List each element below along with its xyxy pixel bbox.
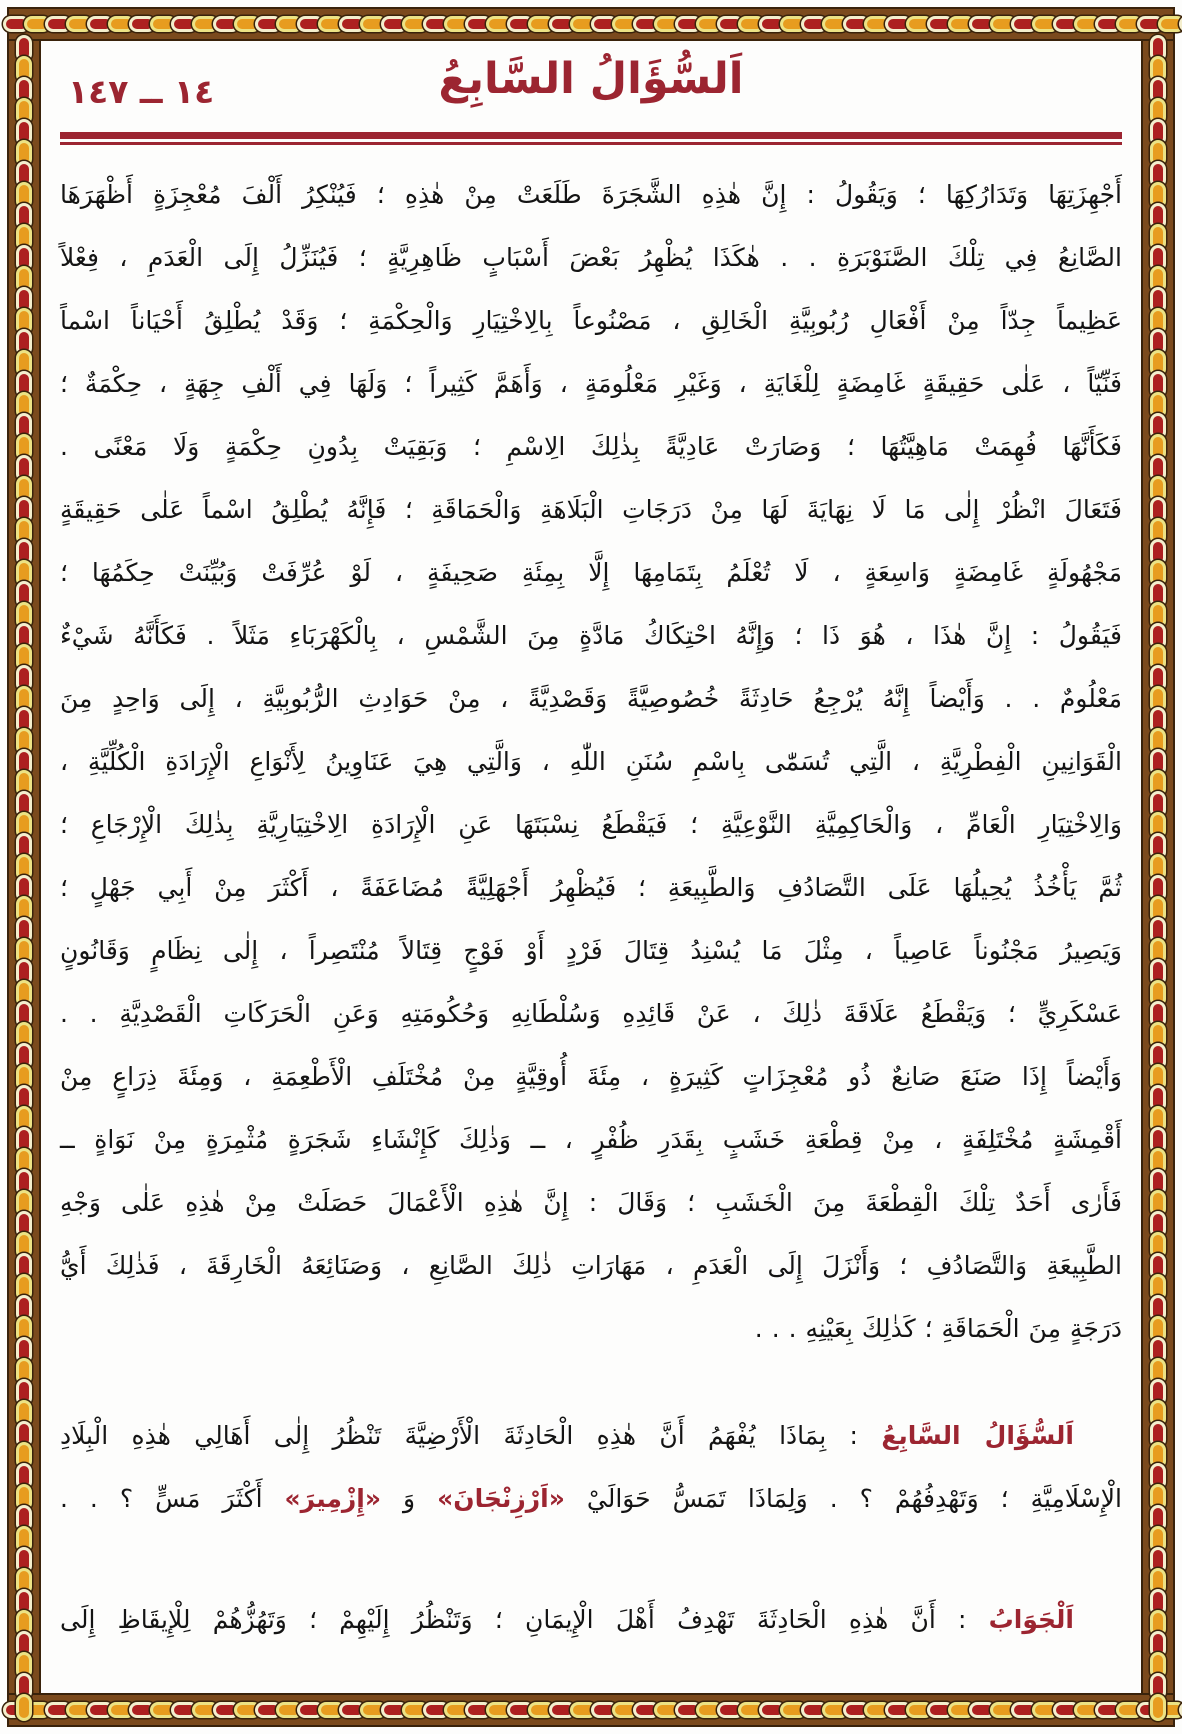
decorative-border-top <box>7 7 1175 41</box>
text-run: فَأَرٰى أَحَدٌ تِلْكَ الْقِطْعَةَ مِنَ الْخَشَبِ ؛ وَقَالَ : إِنَّ هٰذِهِ الْأَعْمَالَ حَصَلَتْ مِنْ هٰذِهِ عَلٰى وَجْهِ <box>60 1188 1122 1217</box>
page-header <box>60 48 1122 132</box>
text-line <box>60 856 1122 919</box>
text-line <box>60 793 1122 856</box>
text-run: الصَّانِعُ فِي تِلْكَ الصَّنَوْبَرَةِ . . هٰكَذَا يُظْهِرُ بَعْضَ أَسْبَابٍ ظَاهِرِيَّةٍ ؛ فَيُنَزِّلُ إِلَى الْعَدَمِ ، فِعْلاً <box>60 243 1122 272</box>
divider-thin-rule <box>60 142 1122 145</box>
text-run: عَسْكَرِيٍّ ؛ وَيَقْطَعُ عَلَاقَةَ ذٰلِكَ ، عَنْ قَائِدِهِ وَسُلْطَانِهِ وَحُكُومَتِهِ وَعَنِ الْحَرَكَاتِ الْقَصْدِيَّةِ . . <box>60 999 1122 1028</box>
paragraph <box>60 1045 1122 1360</box>
paragraph <box>60 163 1122 478</box>
header-divider <box>60 132 1122 145</box>
text-line <box>60 1108 1122 1171</box>
text-run: ثُمَّ يَأْخُذُ يُحِيلُهَا عَلَى التَّصَادُفِ وَالطَّبِيعَةِ ؛ فَيُظْهِرُ أَجْهَلِيَّةً مُضَاعَفَةً ، أَكْثَرَ مِنْ أَبِي جَهْلٍ ؛ <box>60 873 1122 902</box>
paragraph <box>60 1588 1122 1651</box>
red-emphasis: اَلْجَوَابُ <box>988 1605 1074 1634</box>
text-line <box>60 163 1122 226</box>
text-run: فَنِّيّاً ، عَلٰى حَقِيقَةٍ غَامِضَةٍ لِلْغَايَةِ ، وَغَيْرِ مَعْلُومَةٍ ، وَأَهَمَّ كَثِيراً ؛ وَلَهَا فِي أَلْفِ جِهَةٍ ، حِكْمَةٌ ؛ <box>60 369 1122 398</box>
body-text <box>60 163 1122 1651</box>
text-run: : بِمَاذَا يُفْهَمُ أَنَّ هٰذِهِ الْحَادِثَةَ الْأَرْضِيَّةَ تَنْظُرُ إِلٰى أَهَالِي هٰذِهِ الْبِلَادِ <box>60 1421 882 1450</box>
text-line <box>60 226 1122 289</box>
text-run: مَعْلُومٌ . . وَأَيْضاً إِنَّهُ يُرْجِعُ حَادِثَةً خُصُوصِيَّةً وَقَصْدِيَّةً ، مِنْ حَوَادِثِ الرُّبُوبِيَّةِ ، إِلَى وَاحِدٍ مِنَ <box>60 684 1122 713</box>
text-run: الْقَوَانِينِ الْفِطْرِيَّةِ ، الَّتِي تُسَمّٰى بِاسْمِ سُنَنِ اللّٰهِ ، وَالَّتِي هِيَ عَنَاوِينُ لِأَنْوَاعِ الْإِرَادَةِ الْكُلِّيَّةِ ، <box>60 747 1122 776</box>
text-line <box>60 730 1122 793</box>
red-emphasis: «اَرْزِنْجَانَ» <box>437 1484 565 1513</box>
text-run: الطَّبِيعَةِ وَالتَّصَادُفِ ؛ وَأَنْزَلَ إِلَى الْعَدَمِ ، مَهَارَاتِ ذٰلِكَ الصَّانِعِ ، وَصَنَائِعَهُ الْخَارِقَةَ ، فَذٰلِكَ أَيُّ <box>60 1251 1122 1280</box>
text-line <box>60 1171 1122 1234</box>
page-number: ١٤ ــ ١٤٧ <box>68 72 215 111</box>
text-run: فَيَقُولُ : إِنَّ هٰذَا ، هُوَ ذَا ؛ وَإِنَّهُ احْتِكَاكُ مَادَّةٍ مِنَ الشَّمْسِ ، بِالْكَهْرَبَاءِ مَثَلاً . فَكَأَنَّهُ شَيْءٌ <box>60 621 1122 650</box>
text-line <box>60 667 1122 730</box>
text-line <box>60 415 1122 478</box>
text-line <box>60 1588 1122 1651</box>
decorative-border-left <box>7 39 41 1695</box>
text-line <box>60 541 1122 604</box>
text-run: وَ <box>381 1484 438 1513</box>
text-run: الْإِسْلَامِيَّةِ ؛ وَتَهْدِفُهُمْ ؟ . وَلِمَاذَا تَمَسُّ حَوَالَيْ <box>564 1484 1122 1513</box>
text-line <box>60 1234 1122 1297</box>
text-line <box>60 604 1122 667</box>
text-line <box>60 1045 1122 1108</box>
text-run: وَأَيْضاً إِذَا صَنَعَ صَانِعٌ ذُو مُعْجِزَاتٍ كَثِيرَةٍ ، مِئَةَ أُوقِيَّةٍ مِنْ مُخْتَلَفِ الْأَطْعِمَةِ ، وَمِئَةَ ذِرَاعٍ مِنْ <box>60 1062 1122 1091</box>
text-line <box>60 1467 1122 1530</box>
text-run: فَكَأَنَّهَا فُهِمَتْ مَاهِيَّتُهَا ؛ وَصَارَتْ عَادِيَّةً بِذٰلِكَ الِاسْمِ ؛ وَبَقِيَتْ بِدُونِ حِكْمَةٍ وَلَا مَعْنًى . <box>60 432 1122 461</box>
text-run: دَرَجَةٍ مِنَ الْحَمَاقَةِ ؛ كَذٰلِكَ بِعَيْنِهِ . . . <box>754 1314 1122 1343</box>
text-run: فَتَعَالَ انْظُرْ إِلٰى مَا لَا نِهَايَةَ لَهَا مِنْ دَرَجَاتِ الْبَلَاهَةِ وَالْحَمَاقَةِ ؛ فَإِنَّهُ يُطْلِقُ اسْماً عَلٰى حَقِيقَةٍ <box>60 495 1122 524</box>
text-run: وَالِاخْتِيَارِ الْعَامِّ ، وَالْحَاكِمِيَّةِ النَّوْعِيَّةِ ؛ فَيَقْطَعُ نِسْبَتَهَا عَنِ الْإِرَادَةِ الِاخْتِيَارِيَّةِ بِذٰلِكَ الْإِرْجَاعِ ؛ <box>60 810 1122 839</box>
text-run: عَظِيماً جِدّاً مِنْ أَفْعَالِ رُبُوبِيَّةِ الْخَالِقِ ، مَصْنُوعاً بِالِاخْتِيَارِ وَالْحِكْمَةِ ؛ وَقَدْ يُطْلِقُ أَحْيَاناً اسْماً <box>60 306 1122 335</box>
paragraph <box>60 1404 1122 1530</box>
red-emphasis: اَلسُّؤَالُ السَّابِعُ <box>881 1421 1074 1450</box>
red-emphasis: «إِزْمِيرَ» <box>284 1484 382 1513</box>
page-title: اَلسُّؤَالُ السَّابِعُ <box>438 54 744 104</box>
text-run: وَيَصِيرُ مَجْنُوناً عَاصِياً ، مِثْلَ مَا يُسْنِدُ قِتَالَ فَرْدٍ أَوْ فَوْجٍ قِتَالاً مُنْتَصِراً ، إِلٰى نِظَامٍ وَقَانُونٍ <box>60 936 1122 965</box>
text-run: أَكْثَرَ مَسٍّ ؟ . . <box>60 1484 285 1513</box>
text-line <box>60 982 1122 1045</box>
decorative-border-right <box>1141 39 1175 1695</box>
text-line <box>60 1404 1122 1467</box>
border-chain-link <box>16 1694 32 1721</box>
paragraph <box>60 478 1122 1045</box>
page-content <box>60 48 1122 1686</box>
divider-thick-rule <box>60 132 1122 139</box>
text-line <box>60 352 1122 415</box>
border-chain-link <box>1150 1694 1166 1721</box>
text-run: : أَنَّ هٰذِهِ الْحَادِثَةَ تَهْدِفُ أَهْلَ الْإِيمَانِ ؛ وَتَنْظُرُ إِلَيْهِمْ ؛ وَتَهُزُّهُمْ لِلْإِيقَاظِ إِلَى <box>60 1605 989 1634</box>
text-line <box>60 289 1122 352</box>
text-run: أَقْمِشَةٍ مُخْتَلِفَةٍ ، مِنْ قِطْعَةِ خَشَبٍ بِقَدَرِ ظُفْرٍ ، ــ وَذٰلِكَ كَإِنْشَاءِ شَجَرَةٍ مُثْمِرَةٍ مِنْ نَوَاةٍ ــ <box>60 1125 1122 1154</box>
text-line <box>60 478 1122 541</box>
text-line <box>60 919 1122 982</box>
decorative-border-bottom <box>7 1693 1175 1727</box>
text-run: مَجْهُولَةٍ غَامِضَةٍ وَاسِعَةٍ ، لَا تُعْلَمُ بِتَمَامِهَا إِلَّا بِمِئَةِ صَحِيفَةٍ ، لَوْ عُرِّفَتْ وَبُيِّنَتْ حِكَمُهَا ؛ <box>60 558 1122 587</box>
text-run: أَجْهِزَتِهَا وَتَدَارُكِهَا ؛ وَيَقُولُ : إِنَّ هٰذِهِ الشَّجَرَةَ طَلَعَتْ مِنْ هٰذِهِ ؛ فَيُنْكِرُ أَلْفَ مُعْجِزَةٍ أَظْهَرَهَا <box>60 180 1122 209</box>
text-line <box>60 1297 1122 1360</box>
